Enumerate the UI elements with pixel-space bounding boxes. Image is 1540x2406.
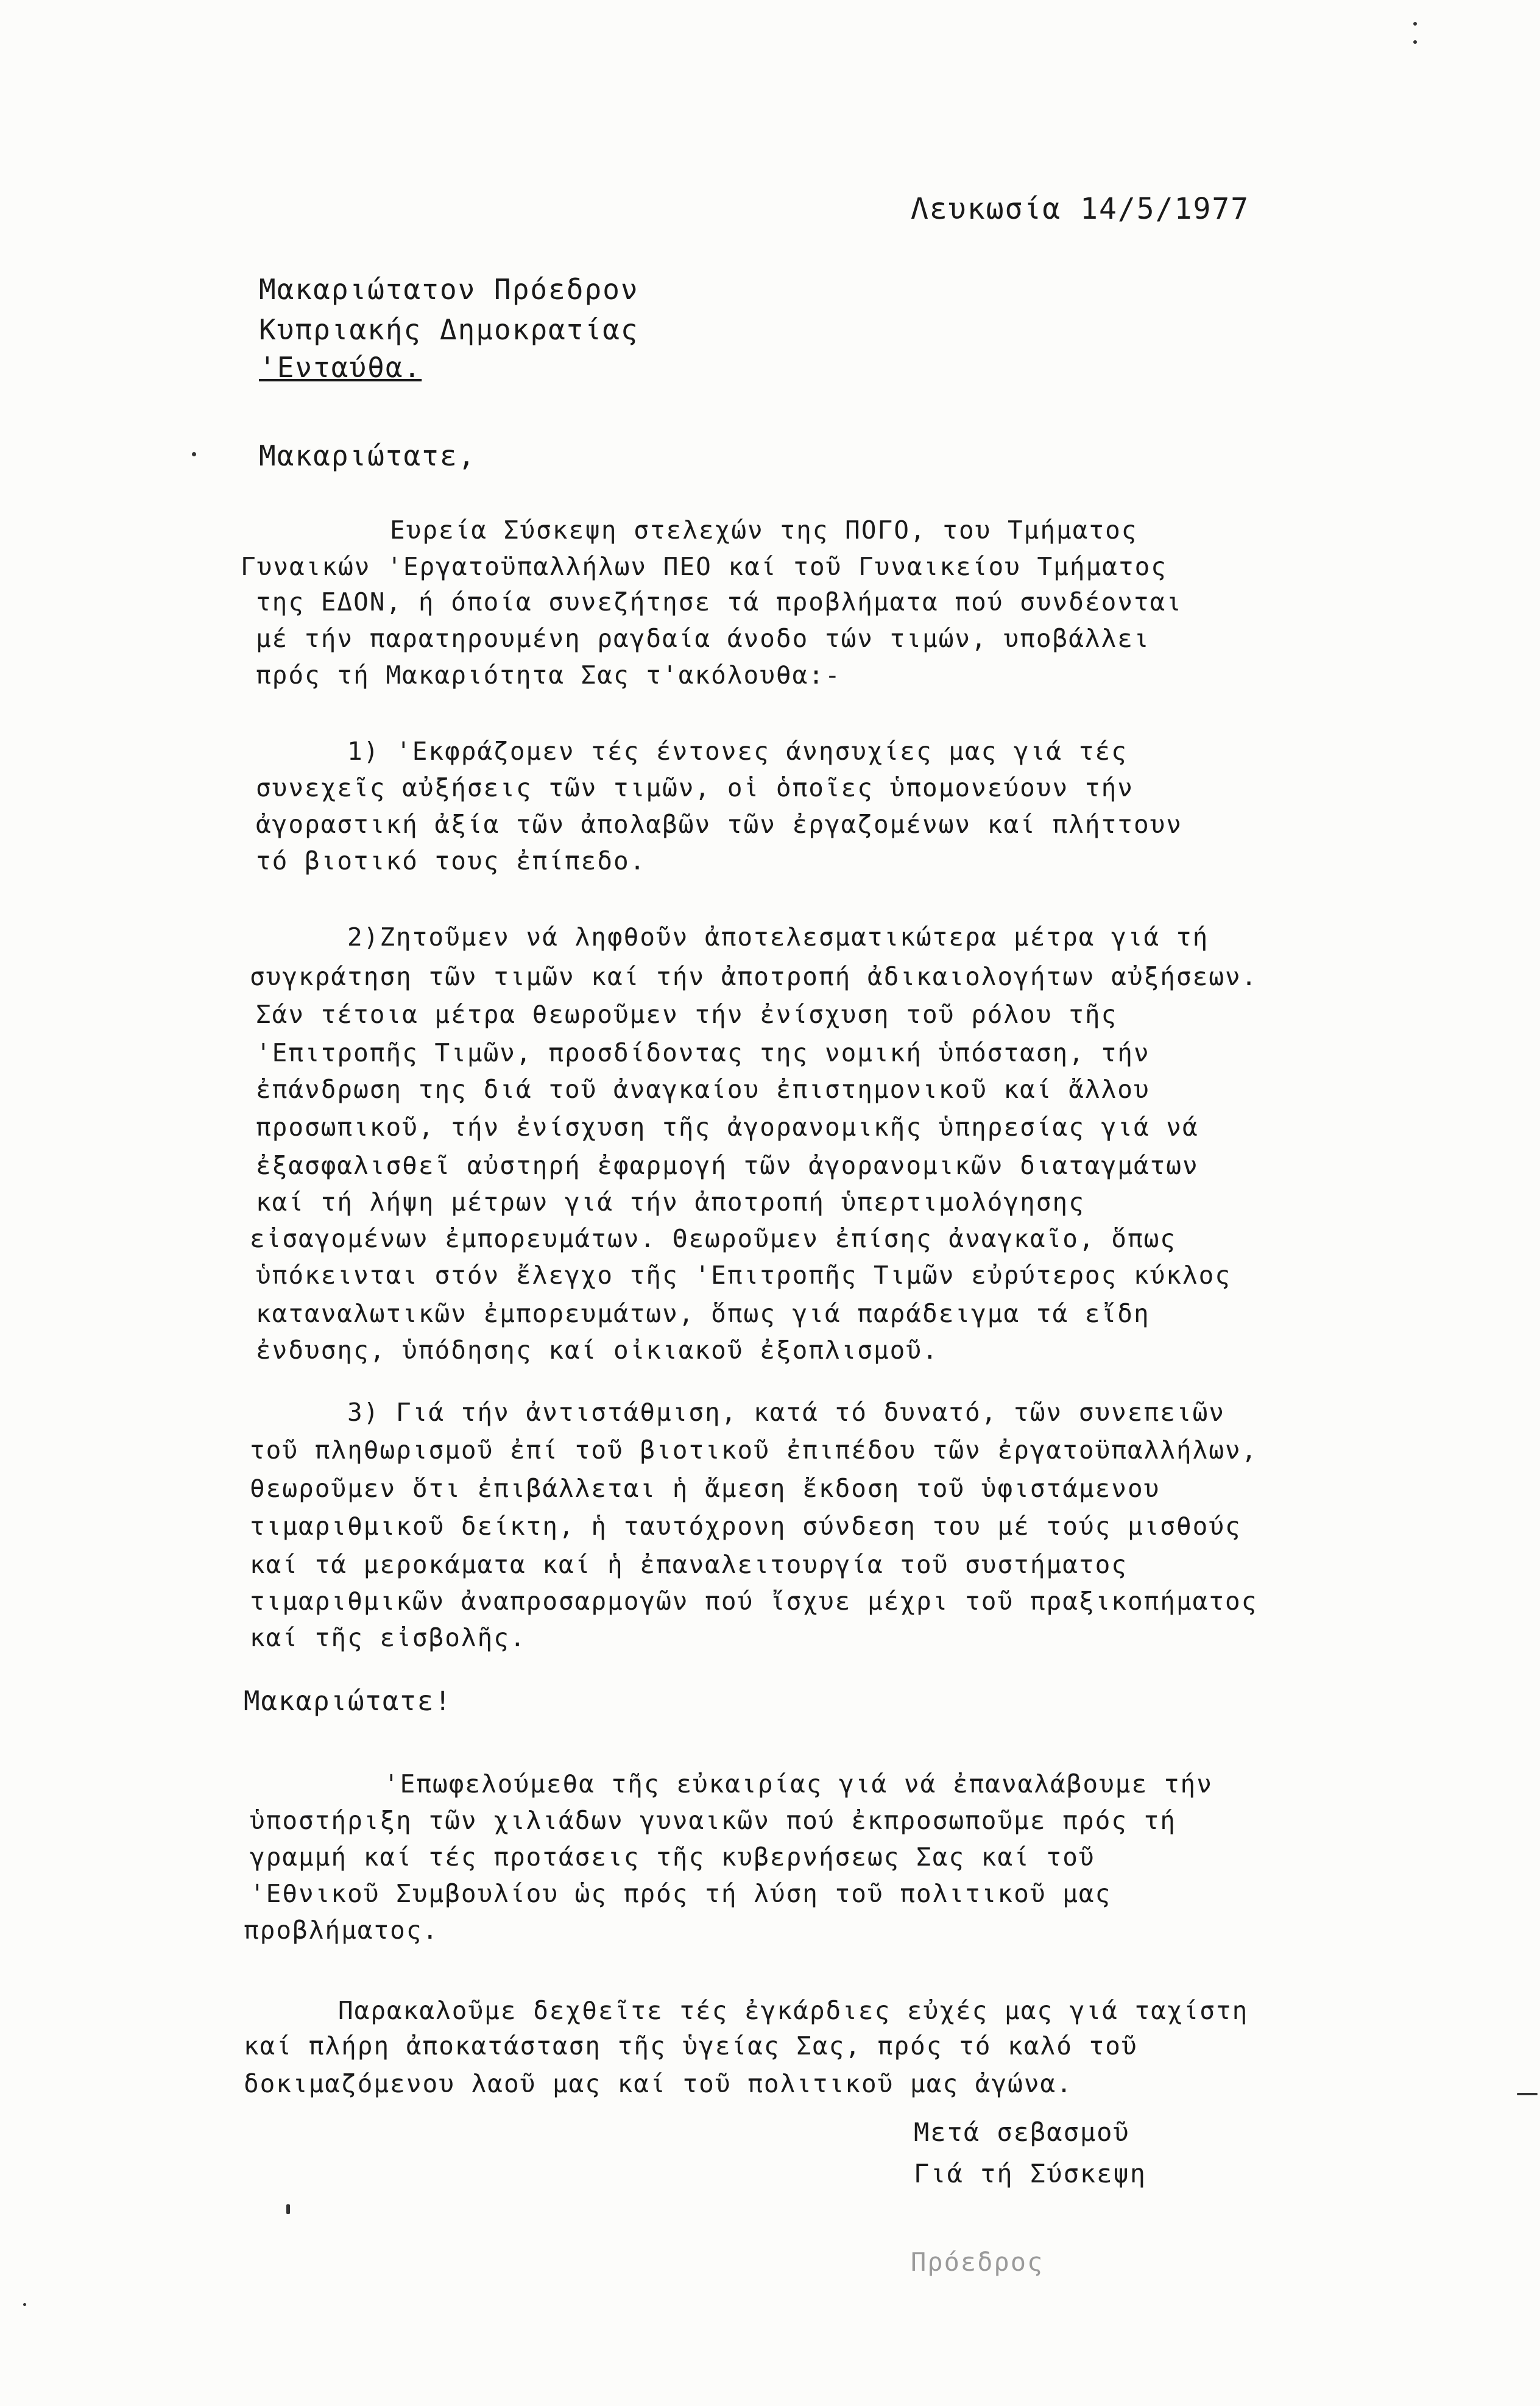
paragraph-1-line-3: της ΕΔΟΝ, ή όποία συνεζήτησε τά προβλήματα πού συνδέονται [256, 587, 1182, 617]
salutation-2: Μακαριώτατε! [244, 1686, 452, 1717]
paragraph-5-line-3: γραμμή καί τές προτάσεις τῆς κυβερνήσεως Σας καί τοῦ [250, 1842, 1095, 1872]
paragraph-1-line-2: Γυναικών 'Εργατοϋπαλλήλων ΠΕΟ καί τοῦ Γυναικείου Τμήματος [241, 552, 1167, 581]
paragraph-4-line-5: καί τά μεροκάματα καί ἡ ἐπαναλειτουργία τοῦ συστήματος [250, 1550, 1128, 1579]
paragraph-2-line-4: τό βιοτικό τους ἐπίπεδο. [256, 846, 646, 876]
scan-speck [1517, 2093, 1538, 2095]
paragraph-4-line-3: θεωροῦμεν ὅτι ἐπιβάλλεται ἡ ἄμεση ἔκδοση τοῦ ὑφιστάμενου [250, 1474, 1160, 1503]
paragraph-1-line-4: μέ τήν παρατηρουμένη ραγδαία άνοδο τών τιμών, υποβάλλει [256, 624, 1150, 653]
paragraph-4-line-4: τιμαριθμικοῦ δείκτη, ἡ ταυτόχρονη σύνδεση του μέ τούς μισθούς [250, 1512, 1242, 1541]
paragraph-3-line-1: 2)Ζητοῦμεν νά ληφθοῦν ἀποτελεσματικώτερα μέτρα γιά τή [347, 922, 1209, 952]
paragraph-3-line-4: 'Επιτροπῆς Τιμῶν, προσδίδοντας της νομική ὑπόσταση, τήν [256, 1038, 1150, 1067]
paragraph-3-line-6: προσωπικοῦ, τήν ἐνίσχυση τῆς ἀγορανομικῆς ὑπηρεσίας γιά νά [256, 1113, 1199, 1142]
scan-speck [192, 452, 196, 456]
paragraph-3-line-8: καί τή λήψη μέτρων γιά τήν ἀποτροπή ὑπερτιμολόγησης [256, 1187, 1085, 1217]
paragraph-3-line-9: εἰσαγομένων ἐμπορευμάτων. Θεωροῦμεν ἐπίσης ἀναγκαῖο, ὅπως [250, 1224, 1176, 1253]
paragraph-3-line-11: καταναλωτικῶν ἐμπορευμάτων, ὅπως γιά παράδειγμα τά εἴδη [256, 1299, 1150, 1328]
paragraph-3-line-12: ἐνδυσης, ὑπόδησης καί οἰκιακοῦ ἐξοπλισμοῦ. [256, 1336, 939, 1365]
paragraph-2-line-3: ἀγοραστική ἀξία τῶν ἀπολαβῶν τῶν ἐργαζομένων καί πλήττουν [256, 810, 1182, 839]
closing-line-2: Γιά τή Σύσκεψη [914, 2159, 1147, 2188]
paragraph-5-line-4: 'Εθνικοῦ Συμβουλίου ὡς πρός τή λύση τοῦ πολιτικοῦ μας [250, 1879, 1112, 1908]
paragraph-6-line-2: καί πλήρη ἀποκατάσταση τῆς ὑγείας Σας, πρός τό καλό τοῦ [244, 2031, 1138, 2061]
paragraph-3-line-10: ὑπόκεινται στόν ἔλεγχο τῆς 'Επιτροπῆς Τιμῶν εὐρύτερος κύκλος [256, 1261, 1232, 1290]
letter-date: Λευκωσία 14/5/1977 [911, 192, 1250, 226]
paragraph-5-line-5: προβλήματος. [244, 1916, 439, 1945]
paragraph-2-line-2: συνεχεῖς αὐξήσεις τῶν τιμῶν, οἱ ὁποῖες ὑπομονεύουν τήν [256, 773, 1134, 802]
paragraph-2-line-1: 1) 'Εκφράζομεν τές έντονες άνησυχίες μας γιά τές [347, 737, 1128, 766]
paragraph-3-line-7: ἐξασφαλισθεῖ αὐστηρή ἐφαρμογή τῶν ἀγορανομικῶν διαταγμάτων [256, 1151, 1199, 1180]
addressee-line-2: Κυπριακής Δημοκρατίας [259, 313, 639, 346]
paragraph-4-line-2: τοῦ πληθωρισμοῦ ἐπί τοῦ βιοτικοῦ ἐπιπέδου τῶν ἐργατοϋπαλλήλων, [250, 1435, 1258, 1465]
paragraph-3-line-2: συγκράτηση τῶν τιμῶν καί τήν ἀποτροπή ἀδικαιολογήτων αὐξήσεων. [250, 962, 1258, 991]
scan-speck [286, 2204, 290, 2214]
paragraph-4-line-7: καί τῆς εἰσβολῆς. [250, 1623, 526, 1652]
paragraph-4-line-6: τιμαριθμικῶν ἀναπροσαρμογῶν πού ἴσχυε μέχρι τοῦ πραξικοπήματος [250, 1587, 1258, 1616]
addressee-line-3: 'Ενταύθα. [259, 351, 422, 384]
signature: Πρόεδρος [911, 2247, 1044, 2277]
scan-speck [1413, 22, 1417, 26]
scan-speck [1413, 40, 1417, 44]
paragraph-6-line-1: Παρακαλοῦμε δεχθεῖτε τές ἐγκάρδιες εὐχές μας γιά ταχίστη [338, 1996, 1249, 2025]
paragraph-1-line-5: πρός τή Μακαριότητα Σας τ'ακόλουθα:- [256, 660, 841, 690]
paragraph-4-line-1: 3) Γιά τήν ἀντιστάθμιση, κατά τό δυνατό, τῶν συνεπειῶν [347, 1398, 1225, 1427]
scan-speck [23, 2303, 26, 2306]
paragraph-5-line-1: 'Επωφελούμεθα τῆς εὐκαιρίας γιά νά ἐπαναλάβουμε τήν [384, 1769, 1213, 1799]
addressee-line-1: Μακαριώτατον Πρόεδρον [259, 273, 639, 306]
paragraph-1-line-1: Ευρεία Σύσκεψη στελεχών της ΠΟΓΟ, του Τμήματος [390, 515, 1138, 545]
paragraph-3-line-5: ἐπάνδρωση της διά τοῦ ἀναγκαίου ἐπιστημονικοῦ καί ἄλλου [256, 1075, 1150, 1104]
paragraph-6-line-3: δοκιμαζόμενου λαοῦ μας καί τοῦ πολιτικοῦ μας ἀγώνα. [244, 2069, 1073, 2098]
salutation: Μακαριώτατε, [259, 439, 476, 472]
paragraph-3-line-3: Σάν τέτοια μέτρα θεωροῦμεν τήν ἐνίσχυση τοῦ ρόλου τῆς [256, 1000, 1118, 1029]
closing-line-1: Μετά σεβασμοῦ [914, 2117, 1130, 2147]
paragraph-5-line-2: ὑποστήριξη τῶν χιλιάδων γυναικῶν πού ἐκπροσωποῦμε πρός τή [250, 1806, 1176, 1835]
